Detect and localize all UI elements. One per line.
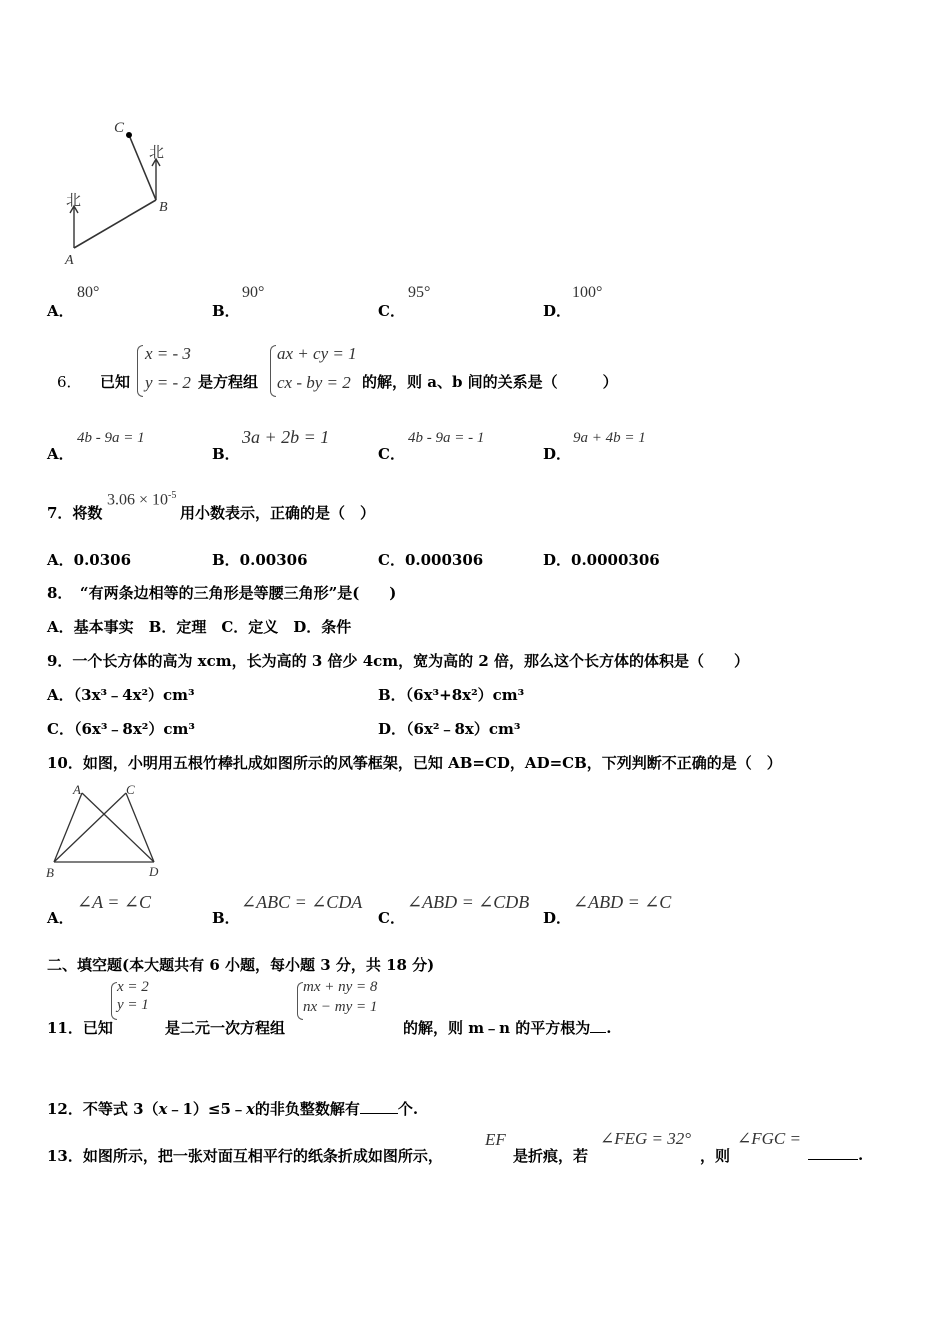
question-text: 13．如图所示，把一张对面互相平行的纸条折成如图所示，: [47, 1147, 443, 1165]
option-letter[interactable]: D．: [543, 302, 572, 320]
option[interactable]: B．（6x³+8x²）cm³: [378, 686, 525, 704]
option-value: 100°: [572, 284, 603, 301]
option-value: 3a + 2b = 1: [242, 427, 330, 447]
question-12-text: 12．不等式 3（x﹣1）≤5﹣x的非负整数解有 个.: [47, 1100, 419, 1118]
option-letter[interactable]: A．: [47, 302, 74, 320]
question-text: ，则: [700, 1147, 731, 1165]
q10-label-b: B: [46, 865, 54, 880]
question-10-text: 10．如图，小明用五根竹棒扎成如图所示的风筝框架，已知 AB=CD，AD=CB，下列判断不正确的是（ ）: [47, 754, 782, 772]
q5-label-c: C: [114, 120, 125, 136]
q6-system2-line1: ax + cy = 1: [277, 344, 357, 363]
question-text: 是二元一次方程组: [165, 1019, 286, 1037]
answer-blank[interactable]: [808, 1145, 858, 1160]
option[interactable]: C．（6x³﹣8x²）cm³: [47, 720, 195, 738]
question-text: 的解，则 m﹣n 的平方根为 .: [403, 1019, 612, 1037]
option[interactable]: C．0.000306: [378, 551, 484, 569]
answer-blank[interactable]: [590, 1018, 606, 1033]
q10-label-d: D: [149, 864, 159, 879]
q6-text: 已知: [100, 373, 131, 391]
option-letter[interactable]: C．: [378, 302, 405, 320]
option-letter[interactable]: A．: [47, 445, 74, 463]
q13-angle-fgc: ∠FGC =: [737, 1129, 801, 1148]
question-text: 11．已知: [47, 1019, 113, 1037]
option-value: 4b - 9a = 1: [77, 430, 145, 446]
question-8-options[interactable]: A．基本事实 B．定理 C．定义 D．条件: [47, 618, 352, 636]
q5-north-label: 北: [149, 145, 165, 161]
answer-blank[interactable]: [360, 1099, 398, 1114]
q5-label-a: A: [65, 253, 74, 268]
option-value: 4b - 9a = - 1: [408, 430, 485, 446]
option[interactable]: D．（6x²﹣8x）cm³: [378, 720, 521, 738]
option-value: ∠A = ∠C: [77, 892, 151, 912]
option-letter[interactable]: B．: [212, 909, 240, 927]
option[interactable]: A．0.0306: [47, 551, 132, 569]
q11-system2-line1: mx + ny = 8: [303, 979, 378, 995]
q10-label-c: C: [126, 782, 135, 797]
option-letter[interactable]: D．: [543, 909, 572, 927]
q6-system1-line1: x = - 3: [145, 344, 191, 363]
q5-figure: [60, 115, 190, 275]
question-text: 是折痕，若: [513, 1147, 589, 1165]
q6-text: 是方程组: [198, 373, 259, 391]
q6-text: 的解，则 a、b 间的关系是（ ）: [362, 373, 618, 391]
question-text: .: [808, 1145, 863, 1164]
option-letter[interactable]: D．: [543, 445, 572, 463]
option-value: ∠ABD = ∠C: [573, 892, 672, 912]
option-value: ∠ABD = ∠CDB: [407, 892, 530, 912]
q6-system1-line2: y = - 2: [145, 373, 191, 392]
option[interactable]: B．0.00306: [212, 551, 308, 569]
q11-system2-line2: nx − my = 1: [303, 999, 378, 1015]
q11-system1-line2: y = 1: [117, 997, 149, 1013]
q5-north-label: 北: [66, 193, 82, 209]
option-value: 80°: [77, 284, 100, 301]
section-title: 二、填空题(本大题共有 6 小题，每小题 3 分，共 18 分): [47, 956, 435, 974]
q5-label-b: B: [159, 200, 168, 215]
q7-expression: $3.06 \times 10^{-5}$: [107, 490, 177, 509]
question-text: 7．将数: [47, 504, 103, 522]
q13-angle-feg: ∠FEG = 32°: [600, 1129, 692, 1148]
question-number: 6．: [57, 373, 82, 391]
question-9-text: 9．一个长方体的高为 xcm，长为高的 3 倍少 4cm，宽为高的 2 倍，那么这个长方体的体积是（ ）: [47, 652, 750, 670]
option[interactable]: D．0.0000306: [543, 551, 660, 569]
q6-system2-line2: cx - by = 2: [277, 373, 351, 392]
option-letter[interactable]: C．: [378, 445, 405, 463]
option-letter[interactable]: A．: [47, 909, 74, 927]
question-text: 用小数表示，正确的是（ ）: [180, 504, 376, 522]
option-letter[interactable]: B．: [212, 302, 240, 320]
option-letter[interactable]: B．: [212, 445, 240, 463]
option-value: 95°: [408, 284, 431, 301]
q10-label-a: A: [73, 782, 81, 797]
q13-ef: EF: [485, 1130, 506, 1149]
option-letter[interactable]: C．: [378, 909, 405, 927]
q10-kite-figure: [42, 780, 172, 880]
option[interactable]: A．（3x³﹣4x²）cm³: [47, 686, 195, 704]
question-8-text: 8． “有两条边相等的三角形是等腰三角形”是( ): [47, 584, 397, 602]
option-value: 90°: [242, 284, 265, 301]
option-value: ∠ABC = ∠CDA: [241, 892, 363, 912]
option-value: 9a + 4b = 1: [573, 430, 646, 446]
q11-system1-line1: x = 2: [117, 979, 149, 995]
